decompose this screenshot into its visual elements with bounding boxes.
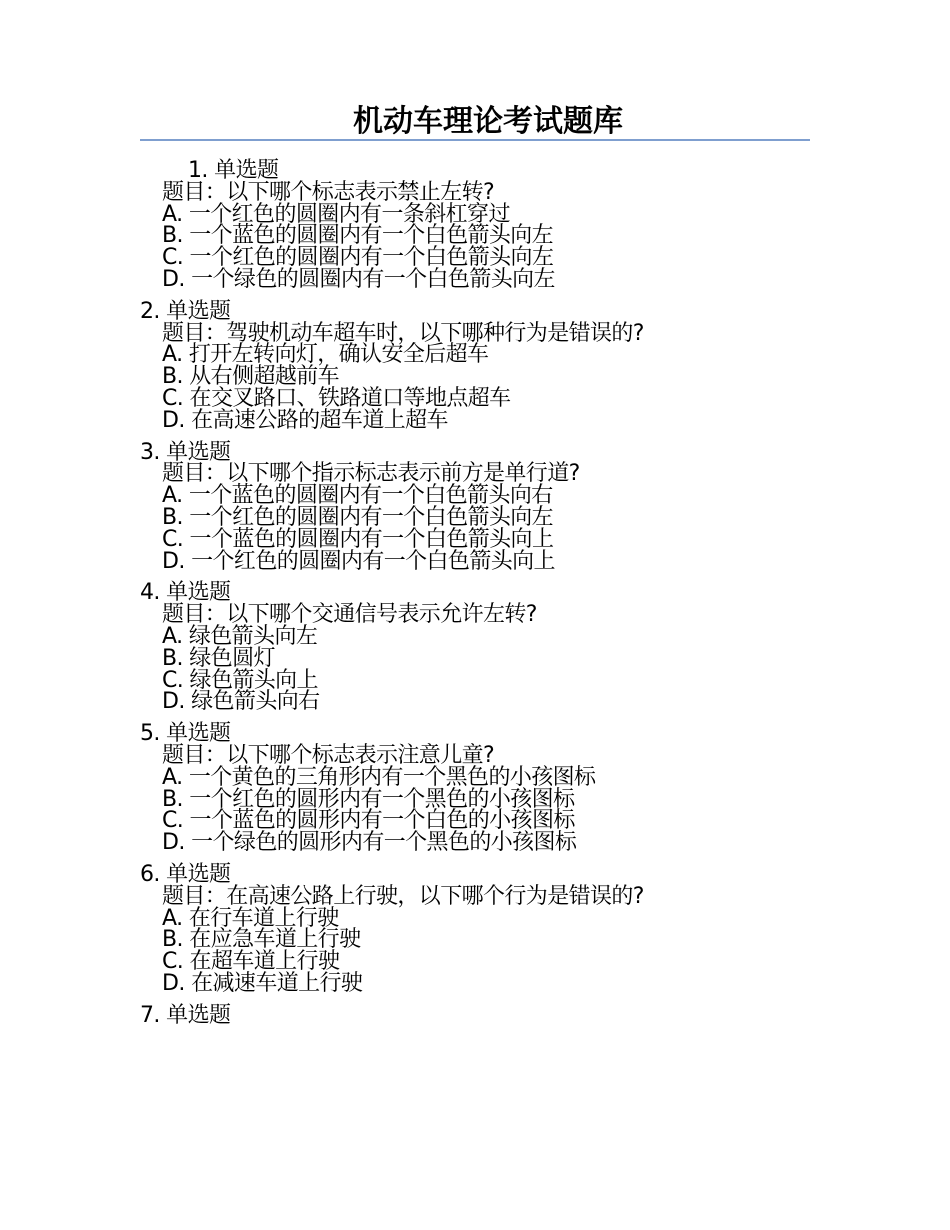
option-c: C. 一个红色的圆圈内有一个白色箭头向左 (162, 245, 554, 271)
question-stem: 题目：以下哪个交通信号表示允许左转? (162, 602, 537, 628)
option-c: C. 一个蓝色的圆形内有一个白色的小孩图标 (162, 808, 575, 834)
question-header: 2. 单选题 (140, 298, 231, 324)
title-underline (140, 139, 810, 141)
option-b: B. 在应急车道上行驶 (162, 927, 361, 953)
question-5 (140, 723, 820, 854)
question-header: 1. 单选题 (188, 158, 279, 183)
option-b: B. 绿色圆灯 (162, 645, 275, 671)
option-d: D. 一个绿色的圆圈内有一个白色箭头向左 (162, 266, 555, 292)
question-3 (140, 439, 820, 574)
option-a: A. 在行车道上行驶 (162, 905, 339, 931)
question-header: 5. 单选题 (140, 721, 231, 747)
option-b: B. 从右侧超越前车 (162, 364, 340, 390)
option-a: A. 一个红色的圆圈内有一条斜杠穿过 (162, 201, 510, 227)
option-c: C. 在超车道上行驶 (162, 949, 340, 975)
question-header: 4. 单选题 (140, 580, 231, 606)
option-b: B. 一个红色的圆圈内有一个白色箭头向左 (162, 504, 554, 530)
question-stem: 题目：驾驶机动车超车时，以下哪种行为是错误的? (162, 320, 644, 346)
option-c: C. 一个蓝色的圆圈内有一个白色箭头向上 (162, 526, 554, 552)
question-1 (140, 160, 820, 291)
option-a: A. 一个黄色的三角形内有一个黑色的小孩图标 (162, 764, 596, 790)
option-b: B. 一个蓝色的圆圈内有一个白色箭头向左 (162, 223, 554, 249)
option-c: C. 在交叉路口、铁路道口等地点超车 (162, 385, 511, 411)
option-a: A. 打开左转向灯，确认安全后超车 (162, 342, 489, 368)
option-d: D. 在高速公路的超车道上超车 (162, 407, 448, 433)
option-d: D. 一个红色的圆圈内有一个白色箭头向上 (162, 548, 555, 574)
option-d: D. 在减速车道上行驶 (162, 970, 363, 996)
question-6 (140, 861, 820, 996)
option-d: D. 绿色箭头向右 (162, 689, 320, 715)
question-header: 7. 单选题 (140, 1002, 231, 1028)
question-7 (140, 1002, 820, 1028)
question-4 (140, 582, 820, 713)
question-stem: 题目：以下哪个标志表示禁止左转? (162, 179, 495, 205)
option-b: B. 一个红色的圆形内有一个黑色的小孩图标 (162, 786, 575, 812)
document-title: 机动车理论考试题库 (353, 104, 623, 139)
question-stem: 题目：以下哪个指示标志表示前方是单行道? (162, 461, 580, 487)
question-header: 6. 单选题 (140, 861, 231, 887)
option-d: D. 一个绿色的圆形内有一个黑色的小孩图标 (162, 830, 577, 856)
question-2 (140, 298, 820, 433)
question-header: 3. 单选题 (140, 439, 231, 465)
question-list (140, 160, 820, 1036)
question-stem: 题目：在高速公路上行驶，以下哪个行为是错误的? (162, 883, 644, 909)
question-stem: 题目：以下哪个标志表示注意儿童? (162, 742, 495, 768)
option-a: A. 一个蓝色的圆圈内有一个白色箭头向右 (162, 483, 553, 509)
option-c: C. 绿色箭头向上 (162, 667, 318, 693)
option-a: A. 绿色箭头向左 (162, 623, 318, 649)
